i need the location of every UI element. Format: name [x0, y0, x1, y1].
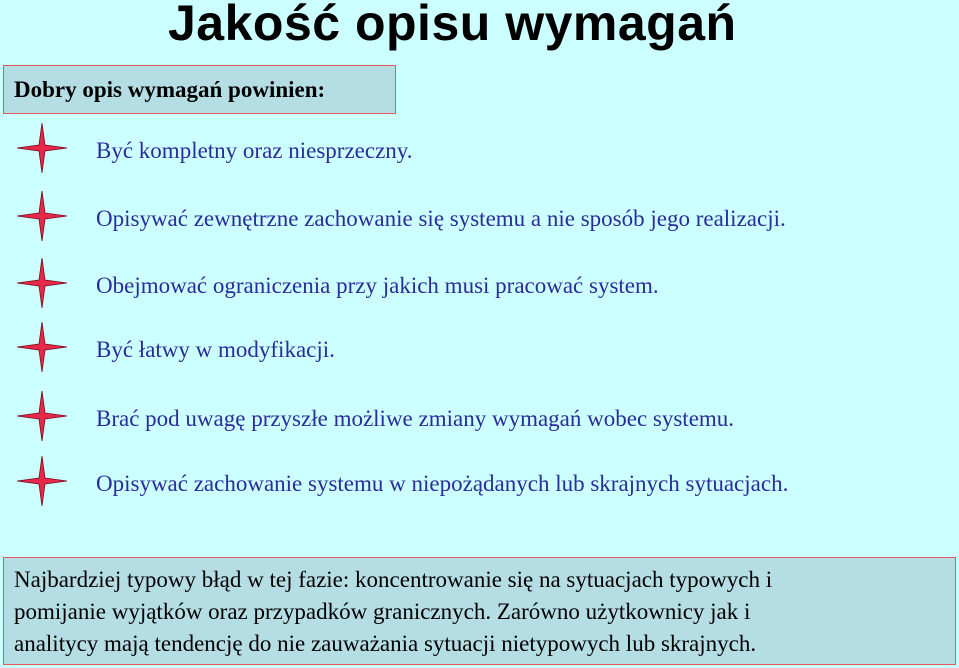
note-line: pomijanie wyjątków oraz przypadków granicznych. Zarówno użytkownicy jak i [14, 599, 751, 624]
list-item-text: Obejmować ograniczenia przy jakich musi pracować system. [96, 273, 659, 298]
four-point-star-icon [17, 456, 67, 506]
list-item [0, 123, 959, 189]
list-item-text: Być łatwy w modyfikacji. [96, 337, 335, 362]
four-point-star-icon [17, 258, 67, 308]
list-item-text: Opisywać zachowanie systemu w niepożądanych lub skrajnych sytuacjach. [96, 471, 789, 496]
list-item [0, 456, 959, 522]
four-point-star-icon [17, 391, 67, 441]
note-line: Najbardziej typowy błąd w tej fazie: koncentrowanie się na sytuacjach typowych i [14, 567, 773, 592]
four-point-star-icon [17, 322, 67, 372]
slide-title: Jakość opisu wymagań [168, 0, 737, 51]
four-point-star-icon [17, 123, 67, 173]
intro-text: Dobry opis wymagań powinien: [14, 77, 326, 102]
list-item [0, 258, 959, 324]
note-box [3, 557, 956, 665]
note-line: analitycy mają tendencję do nie zauważania sytuacji nietypowych lub skrajnych. [14, 631, 757, 656]
four-point-star-icon [17, 191, 67, 241]
list-item-text: Być kompletny oraz niesprzeczny. [96, 138, 413, 163]
intro-box [3, 65, 396, 114]
list-item [0, 391, 959, 457]
list-item [0, 191, 959, 257]
list-item-text: Opisywać zewnętrzne zachowanie się systemu a nie sposób jego realizacji. [96, 206, 786, 231]
list-item-text: Brać pod uwagę przyszłe możliwe zmiany wymagań wobec systemu. [96, 406, 735, 431]
list-item [0, 322, 959, 388]
